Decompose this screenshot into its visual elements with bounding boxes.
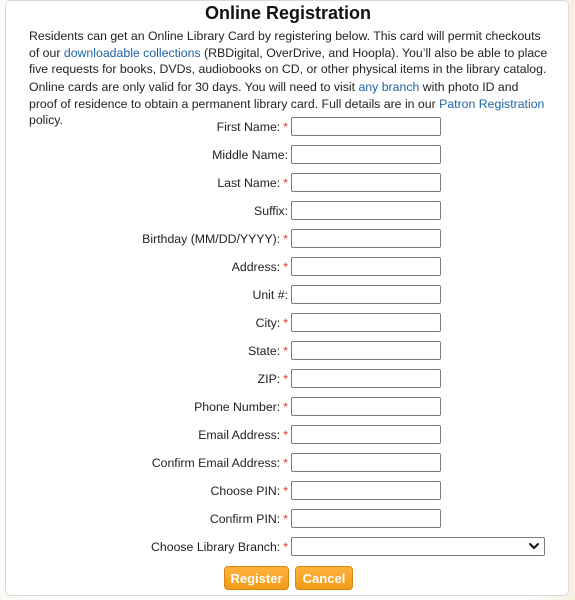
required-marker: * xyxy=(283,176,288,190)
any-branch-link[interactable]: any branch xyxy=(358,80,420,94)
branch-select[interactable] xyxy=(291,537,545,556)
required-marker: * xyxy=(283,260,288,274)
zip-label: ZIP: * xyxy=(257,372,288,386)
address-label: Address: * xyxy=(231,260,288,274)
required-marker: * xyxy=(283,484,288,498)
birthday-input[interactable] xyxy=(291,229,441,248)
state-input[interactable] xyxy=(291,341,441,360)
branch-label: Choose Library Branch: * xyxy=(151,540,288,554)
required-marker: * xyxy=(283,372,288,386)
form-row-address xyxy=(6,257,570,277)
required-marker: * xyxy=(283,428,288,442)
downloadable-collections-link[interactable]: downloadable collections xyxy=(63,45,201,60)
last-name-input[interactable] xyxy=(291,173,441,192)
city-label: City: * xyxy=(255,316,288,330)
page-title: Online Registration xyxy=(204,3,372,23)
required-marker: * xyxy=(283,316,288,330)
form-row-first-name xyxy=(6,117,570,137)
validity-text-2: with photo ID and proof of residence to obtain a permanent library card. Full details are in our xyxy=(29,80,519,111)
form-row-email xyxy=(6,425,570,445)
suffix-label: Suffix: xyxy=(254,204,288,218)
unit-input[interactable] xyxy=(291,285,441,304)
form-row-state xyxy=(6,341,570,361)
email-input[interactable] xyxy=(291,425,441,444)
state-label: State: * xyxy=(248,344,288,358)
form-row-suffix xyxy=(6,201,570,221)
phone-input[interactable] xyxy=(291,397,441,416)
middle-name-input[interactable] xyxy=(291,145,441,164)
middle-name-label: Middle Name: xyxy=(212,148,288,162)
required-marker: * xyxy=(283,232,288,246)
required-marker: * xyxy=(283,540,288,554)
form-row-last-name xyxy=(6,173,570,193)
form-row-pin xyxy=(6,481,570,501)
chevron-down-icon xyxy=(528,539,540,553)
registration-card xyxy=(5,0,569,596)
pin-label: Choose PIN: * xyxy=(210,484,288,498)
form-row-zip xyxy=(6,369,570,389)
required-marker: * xyxy=(283,400,288,414)
first-name-input[interactable] xyxy=(291,117,441,136)
last-name-label: Last Name: * xyxy=(217,176,288,190)
zip-input[interactable] xyxy=(291,369,441,388)
form-row-city xyxy=(6,313,570,333)
confirm-pin-input[interactable] xyxy=(291,509,441,528)
confirm-pin-label: Confirm PIN: * xyxy=(209,512,288,526)
form-row-confirm-pin xyxy=(6,509,570,529)
required-marker: * xyxy=(283,344,288,358)
intro-text-1: Residents can get an Online Library Card by registering below. This card will permit checkouts of our xyxy=(29,29,541,60)
form-row-birthday xyxy=(6,229,570,249)
city-input[interactable] xyxy=(291,313,441,332)
birthday-label: Birthday (MM/DD/YYYY): * xyxy=(142,232,288,246)
required-marker: * xyxy=(283,512,288,526)
email-label: Email Address: * xyxy=(198,428,288,442)
form-row-phone xyxy=(6,397,570,417)
validity-text-1: Online cards are only valid for 30 days. You will need to visit xyxy=(29,80,359,94)
form-row-branch xyxy=(6,537,570,557)
cancel-button[interactable]: Cancel xyxy=(295,566,353,590)
form-row-unit xyxy=(6,285,570,305)
register-button[interactable]: Register xyxy=(224,566,289,590)
validity-text-3: policy. xyxy=(29,113,63,127)
first-name-label: First Name: * xyxy=(216,120,288,134)
patron-registration-link[interactable]: Patron Registration xyxy=(439,96,545,111)
intro-paragraph xyxy=(29,28,549,78)
pin-input[interactable] xyxy=(291,481,441,500)
confirm-email-input[interactable] xyxy=(291,453,441,472)
address-input[interactable] xyxy=(291,257,441,276)
form-row-middle-name xyxy=(6,145,570,165)
suffix-input[interactable] xyxy=(291,201,441,220)
phone-label: Phone Number: * xyxy=(194,400,288,414)
form-row-confirm-email xyxy=(6,453,570,473)
required-marker: * xyxy=(283,120,288,134)
confirm-email-label: Confirm Email Address: * xyxy=(151,456,288,470)
unit-label: Unit #: xyxy=(252,288,288,302)
required-marker: * xyxy=(283,456,288,470)
intro-text-2: (RBDigital, OverDrive, and Hoopla). You’ll also be able to place five requests for books, DVDs, audiobooks on CD, or other physical items in the library catalog. xyxy=(29,45,548,76)
